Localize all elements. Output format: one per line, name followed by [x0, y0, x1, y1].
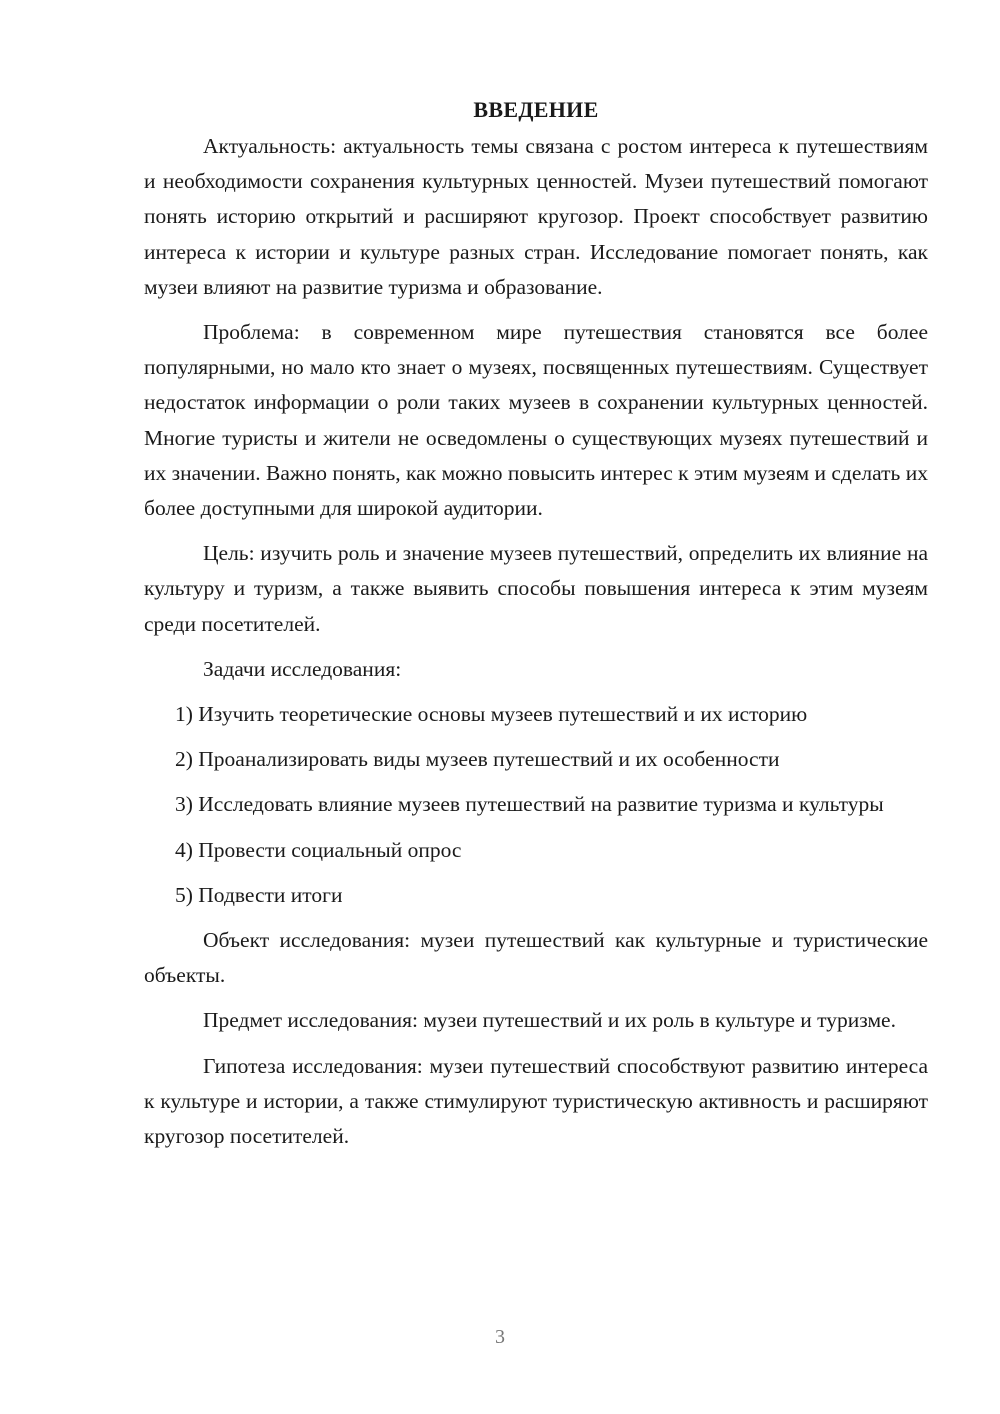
paragraph-subject: Предмет исследования: музеи путешествий и их роль в культуре и туризме. — [203, 1008, 896, 1033]
paragraph-problem: Проблема: в современном мире путешествия становятся все более популярными, но мало кто знает о музеях, посвященных путешествиям. Существует недостаток информации о роли таких музеев в сохранении культурных ценностей. Многие туристы и жители не осведомлены о существующих музеях путешествий и их значении. Важно понять, как можно повысить интерес к этим музеям и сделать их более доступными для широкой аудитории. — [144, 320, 928, 521]
task-item-5: 5) Подвести итоги — [175, 882, 343, 907]
paragraph-object: Объект исследования: музеи путешествий как культурные и туристические объекты. — [144, 928, 928, 988]
document-page — [144, 92, 928, 1164]
section-title: ВВЕДЕНИЕ — [473, 97, 599, 122]
page-number: 3 — [495, 1326, 505, 1348]
paragraph-relevance: Актуальность: актуальность темы связана с ростом интереса к путешествиям и необходимости сохранения культурных ценностей. Музеи путешествий помогают понять историю открытий и расширяют кругозор. Проект способствует развитию интереса к истории и культуре разных стран. Исследование помогает понять, как музеи влияют на развитие туризма и образование. — [144, 134, 928, 299]
task-item-1: 1) Изучить теоретические основы музеев путешествий и их историю — [175, 702, 808, 727]
task-item-3: 3) Исследовать влияние музеев путешествий на развитие туризма и культуры — [175, 792, 884, 817]
tasks-heading: Задачи исследования: — [203, 656, 402, 681]
task-item-4: 4) Провести социальный опрос — [175, 837, 462, 862]
paragraph-goal: Цель: изучить роль и значение музеев путешествий, определить их влияние на культуру и туризм, а также выявить способы повышения интереса к этим музеям среди посетителей. — [144, 541, 928, 636]
task-item-2: 2) Проанализировать виды музеев путешествий и их особенности — [175, 747, 780, 772]
paragraph-hypothesis: Гипотеза исследования: музеи путешествий способствуют развитию интереса к культуре и истории, а также стимулируют туристическую активность и расширяют кругозор посетителей. — [144, 1053, 928, 1149]
